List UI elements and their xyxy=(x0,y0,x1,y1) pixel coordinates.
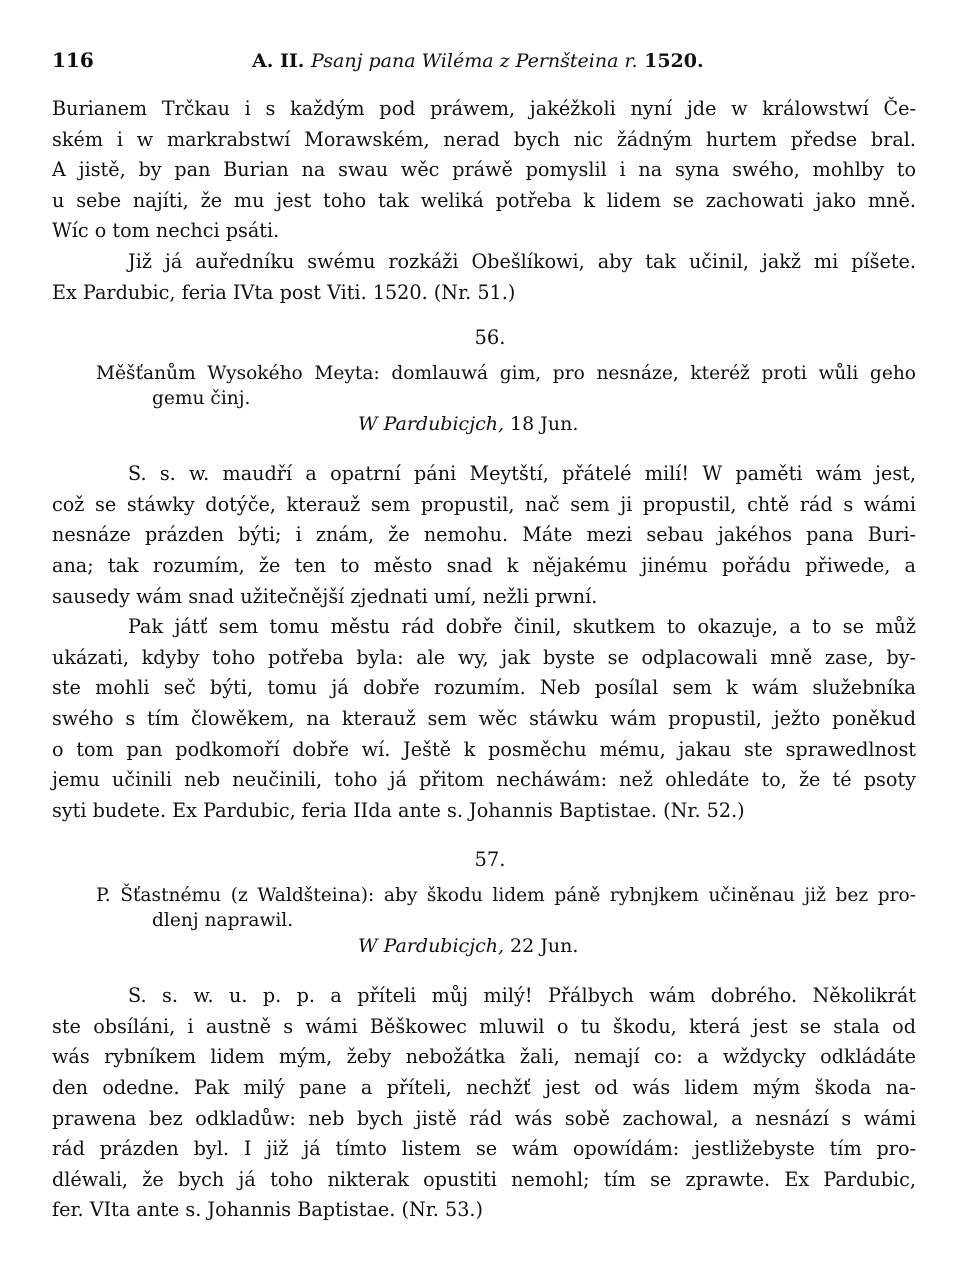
running-head xyxy=(52,48,916,72)
text-line: ste obsíláni, i austně s wámi Běškowec mluwil o tu škodu, která jest se stala od xyxy=(52,1014,916,1038)
letter-number: 56. xyxy=(474,326,506,350)
place: W Pardubicjch, xyxy=(358,935,504,958)
text-line: swého s tím člowěkem, na kterauž sem wěc stáwku wám propustil, ježto poněkud xyxy=(52,706,916,730)
text-line: ukázati, kdyby toho potřeba byla: ale wy, jak byste se odplacowali mně zase, by- xyxy=(52,645,916,669)
text-line: ském i w markrabstwí Morawském, nerad bych nic žádným hurtem předse bral. xyxy=(52,127,916,151)
text-line: prawena bez odkladůw: neb bych jistě rád wás sobě zachowal, a nesnází s wámi xyxy=(52,1106,916,1130)
text-line: den odedne. Pak milý pane a příteli, nechžť jest od wás lidem mým škoda na- xyxy=(52,1076,916,1100)
text-line: což se stáwky dotýče, kterauž sem propustil, nač sem ji propustil, chtě rád s wámi xyxy=(52,492,916,516)
text-line: syti budete. Ex Pardubic, feria IIda ante s. Johannis Baptistae. (Nr. 52.) xyxy=(52,798,745,822)
date: 18 Jun. xyxy=(510,413,579,436)
text-line: S. s. w. maudří a opatrní páni Meytští, přátelé milí! W paměti wám jest, xyxy=(128,462,916,486)
letter-summary: P. Šťastnému (z Waldšteina): aby škodu lidem páně rybnjkem učiněnau již bez pro-dlenj naprawil. xyxy=(96,885,916,932)
text-line: nesnáze prázden býti; i znám, že nemohu. Máte mezi sebau jakéhos pana Buri- xyxy=(52,523,916,547)
text-line: rád prázden byl. I již já tímto listem se wám opowídám: jestližebyste tím pro- xyxy=(52,1137,916,1161)
text-line: Burianem Trčkau i s každým pod práwem, jakéžkoli nyní jde w králowstwí Če- xyxy=(52,97,916,120)
text-line: ana; tak rozumím, že ten to město snad k nějakému jinému pořádu přiwede, a xyxy=(52,553,916,577)
text-line: fer. VIta ante s. Johannis Baptistae. (Nr. 53.) xyxy=(52,1198,484,1222)
date: 22 Jun. xyxy=(510,935,579,958)
letter-number: 57. xyxy=(474,848,506,872)
letter-summary: Měšťanům Wysokého Meyta: domlauwá gim, pro nesnáze, kteréž proti wůli geho gemu činj. xyxy=(96,363,916,410)
place: W Pardubicjch, xyxy=(358,413,504,436)
text-line: Ex Pardubic, feria IVta post Viti. 1520. (Nr. 51.) xyxy=(52,280,516,304)
text-line: Již já auředníku swému rozkáži Obešlíkowi, aby tak učinil, jakž mi píšete. xyxy=(128,249,916,273)
place-date xyxy=(358,413,916,435)
letter-56 xyxy=(52,326,916,826)
text-line: sausedy wám snad užitečnější zjednati umí, nežli prwní. xyxy=(52,584,598,608)
text-line: jemu učinili neb neučinili, toho já přitom necháwám: než ohledáte to, že té psoty xyxy=(52,768,916,792)
book-title: Psanj pana Wiléma z Pernšteina r. xyxy=(311,50,638,72)
place-date xyxy=(358,935,916,957)
letter-57 xyxy=(52,848,916,1226)
header-year: 1520. xyxy=(644,50,704,72)
text-line: u sebe najíti, že mu jest toho tak weliká potřeba k lidem se zachowati jako mně. xyxy=(52,188,916,212)
letter-55-continuation xyxy=(52,94,916,308)
text-line: wás rybníkem lidem mým, žeby nebožátka žali, nemají co: a wždycky odkládáte xyxy=(52,1045,916,1069)
running-title xyxy=(252,50,704,72)
section-label: A. II. xyxy=(252,50,305,72)
text-line: o tom pan podkomoří dobře wí. Ještě k posměchu mému, jakau ste sprawedlnost xyxy=(52,737,916,761)
text-line: A jistě, by pan Burian na swau wěc práwě pomyslil i na syna swého, mohlby to xyxy=(52,158,916,182)
book-page xyxy=(52,48,916,1226)
text-line: dléwali, že bych já toho nikterak opustiti nemohl; tím se zprawte. Ex Pardubic, xyxy=(52,1167,916,1191)
text-line: Pak játť sem tomu městu rád dobře činil, skutkem to okazuje, a to se můž xyxy=(128,615,916,639)
page-number: 116 xyxy=(52,48,94,72)
text-line: S. s. w. u. p. p. a příteli můj milý! Přálbych wám dobrého. Několikrát xyxy=(128,984,916,1008)
text-line: ste mohli seč býti, tomu já dobře rozumím. Neb posílal sem k wám služebníka xyxy=(52,676,916,700)
text-line: Wíc o tom nechci psáti. xyxy=(52,219,280,243)
